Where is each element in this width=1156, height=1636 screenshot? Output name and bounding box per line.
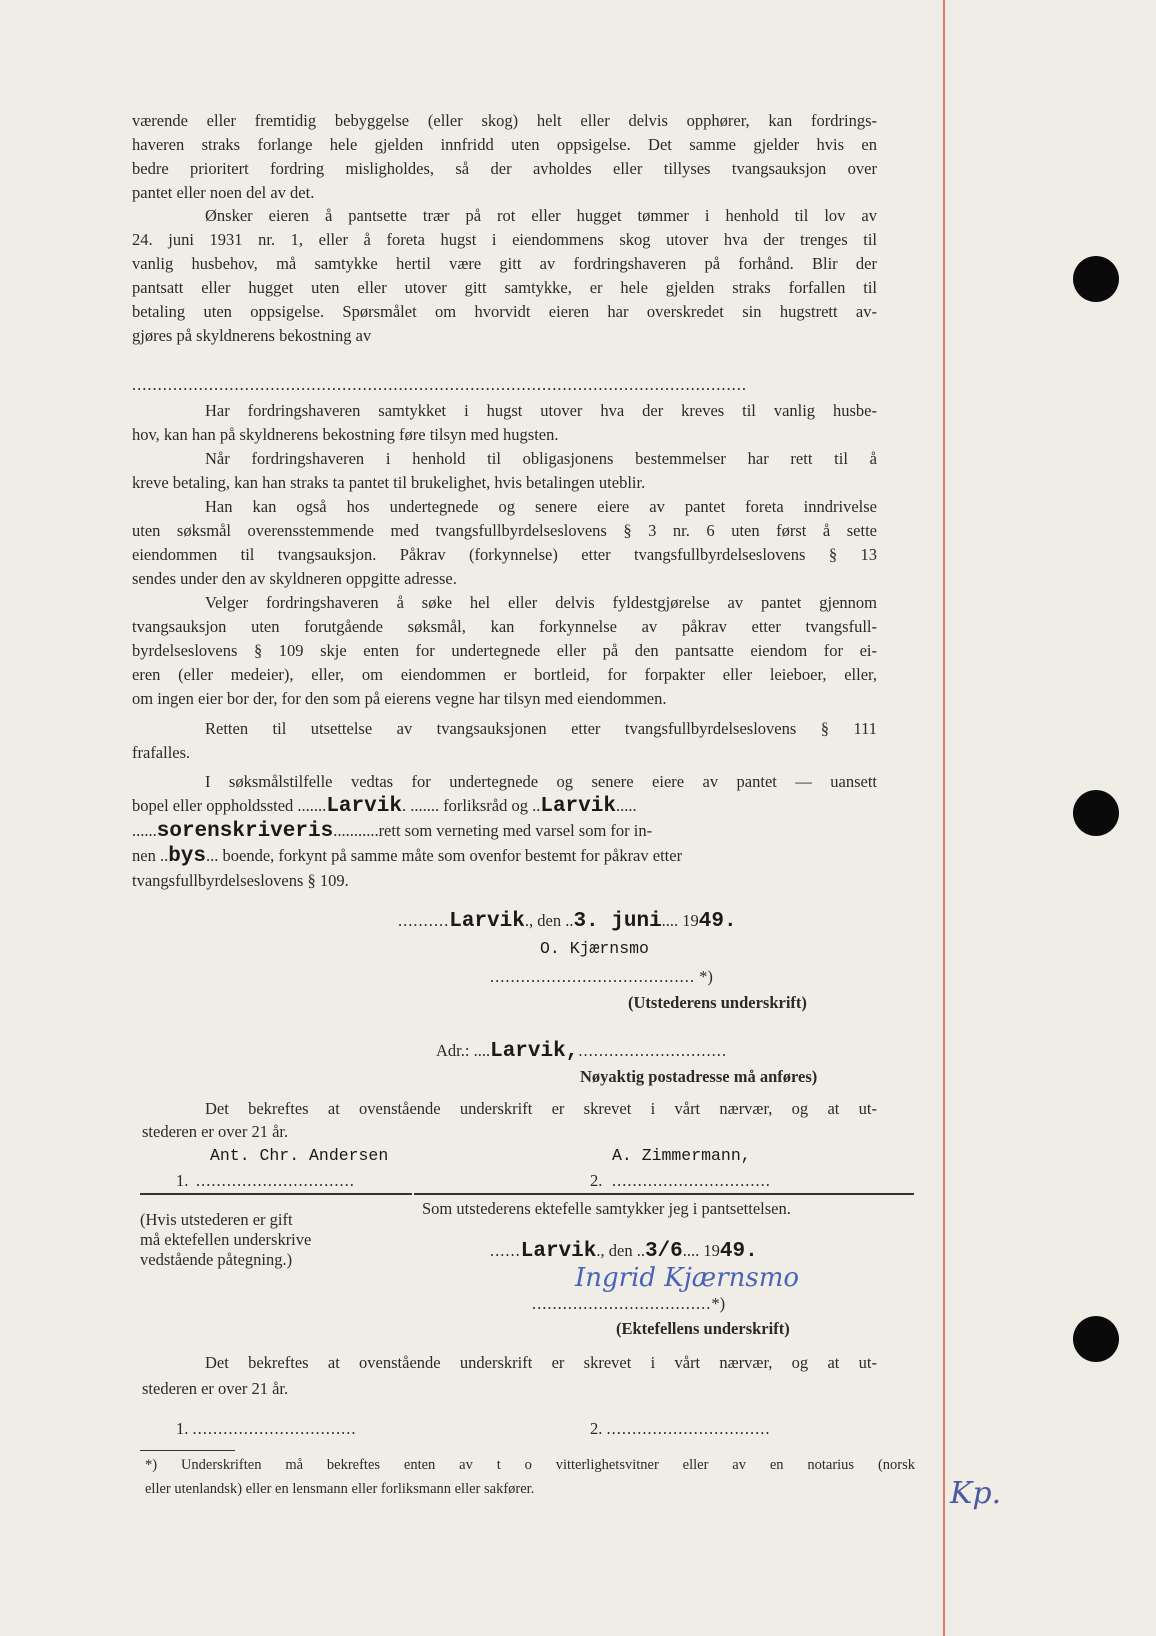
para1-line: pantet eller noen del av det.	[132, 183, 315, 202]
text: 2.	[590, 1419, 603, 1438]
para2-line: vanlig husbehov, må samtykke hertil være gitt av fordringshaveren på forhånd. Blir der	[132, 254, 877, 273]
para7-line: Retten til utsettelse av tvangsauksjonen etter tvangsfullbyrdelseslovens § 111	[205, 719, 877, 738]
para6-line: tvangsauksjon uten forutgående søksmål, kan forkynnelse av påkrav etter tvangsfull-	[132, 617, 877, 636]
divider	[140, 1193, 412, 1195]
venue-line-2	[132, 795, 877, 818]
text: . ....... forliksråd og ..	[401, 796, 541, 815]
witness1-name: Ant. Chr. Andersen	[210, 1146, 389, 1165]
para1-line: haveren straks forlange hele gjelden innfridd uten oppsigelse. Det samme gjelder hvis en	[132, 135, 877, 154]
filled-forliksrad-place: Larvik	[326, 795, 402, 818]
issuer-signature-label: (Utstederens underskrift)	[628, 993, 807, 1012]
witness-statement-1: Det bekreftes at ovenstående underskrift er skrevet i vårt nærvær, og at ut-	[205, 1099, 877, 1118]
dots: ....	[661, 911, 679, 930]
dots: ........................................	[490, 967, 695, 986]
spouse-date-line	[490, 1240, 758, 1263]
blank-dotted-line: ........................................................................................................................	[132, 375, 747, 394]
witness-slot-1	[176, 1418, 357, 1440]
text: 1.	[176, 1419, 189, 1438]
para1-line: bedre prioritert fordring misligholdes, så der avholdes eller tillyses tvangsauksjon over	[132, 159, 877, 178]
para1-line: værende eller fremtidig bebyggelse (eller skog) helt eller delvis opphører, kan fordrings-	[132, 111, 877, 130]
dots: .............................	[578, 1041, 727, 1060]
dots: ...............................	[196, 1171, 355, 1190]
para7-line: frafalles.	[132, 743, 191, 762]
text: må ektefellen underskrive	[140, 1230, 312, 1249]
para4-line: kreve betaling, kan han straks ta pantet til brukelighet, hvis betalingen uteblir.	[132, 473, 646, 492]
punch-hole	[1073, 790, 1119, 836]
venue-line-4	[132, 845, 877, 868]
para3-line: Har fordringshaveren samtykket i hugst utover hva der kreves til vanlig husbe-	[205, 401, 877, 420]
text: 19	[703, 1241, 720, 1260]
filled-place: Larvik	[449, 910, 525, 933]
text: ... boende, forkynt på samme måte som ovenfor bestemt for påkrav etter	[206, 846, 683, 865]
spouse-signature-label: (Ektefellens underskrift)	[616, 1319, 790, 1338]
text: 19	[682, 911, 699, 930]
spouse-handwritten-signature: Ingrid Kjærnsmo	[575, 1263, 800, 1293]
filled-year: 49.	[719, 1240, 758, 1263]
dots: ....	[682, 1241, 700, 1260]
dots: ................................	[192, 1419, 357, 1438]
footnote-marker: *)	[711, 1294, 726, 1313]
para2-line: gjøres på skyldnerens bekostning av	[132, 326, 372, 345]
witness1-number: 1.	[176, 1171, 189, 1190]
para5-line: sendes under den av skyldneren oppgitte adresse.	[132, 569, 457, 588]
witness-slot-2	[590, 1418, 771, 1440]
witness-statement-2: Det bekreftes at ovenstående underskrift er skrevet i vårt nærvær, og at ut-	[205, 1353, 877, 1372]
filled-date: 3. juni	[573, 910, 662, 933]
text: ., den ..	[524, 911, 574, 930]
spouse-note	[140, 1210, 311, 1270]
footnote-marker: *)	[699, 967, 713, 986]
para5-line: eiendommen til tvangsauksjon. Påkrav (forkynnelse) etter tvangsfullbyrdelseslovens § 13	[132, 545, 877, 564]
footnote-line-1: *) Underskriften må bekreftes enten av t o vitterlighetsvitner eller av en notarius (norsk	[145, 1457, 915, 1473]
para6-line: eren (eller medeier), eller, om eiendommen er bortleid, for forpakter eller leieboer, eller,	[132, 665, 877, 684]
footnote-line-2: eller utenlandsk) eller en lensmann eller forliksmann eller sakfører.	[145, 1481, 535, 1497]
dots: ..........	[398, 911, 450, 930]
footnote-rule	[140, 1450, 235, 1451]
venue-line-5: tvangsfullbyrdelseslovens § 109.	[132, 871, 349, 890]
para6-line: om ingen eier bor der, for den som på eierens vegne har tilsyn med eiendommen.	[132, 689, 667, 708]
filled-place: Larvik	[520, 1240, 597, 1263]
filled-date: 3/6	[644, 1240, 683, 1263]
punch-hole	[1073, 1316, 1119, 1362]
venue-line-3	[132, 820, 877, 843]
para2-line: 24. juni 1931 nr. 1, eller å foreta hugst i eiendommens skog utover hva der trenges til	[132, 230, 877, 249]
dots: ......	[490, 1241, 521, 1260]
text: .....	[615, 796, 637, 815]
text: bopel eller oppholdssted .......	[132, 796, 327, 815]
witness-statement-1b: stederen er over 21 år.	[142, 1122, 289, 1141]
para2-line: Ønsker eieren å pantsette trær på rot eller hugget tømmer i henhold til lov av	[205, 206, 877, 225]
issuer-signature: O. Kjærnsmo	[540, 939, 649, 958]
address-line	[436, 1040, 727, 1063]
dots: ................................	[606, 1419, 771, 1438]
text: vedstående påtegning.)	[140, 1250, 293, 1269]
issuer-date-line	[398, 910, 737, 933]
margin-initials: Kp.	[950, 1476, 1002, 1511]
filled-court-type: sorenskriveris	[156, 820, 334, 843]
para3-line: hov, kan han på skyldnerens bekostning føre tilsyn med hugsten.	[132, 425, 559, 444]
spouse-signature-line	[532, 1293, 725, 1315]
para6-line: byrdelseslovens § 109 skje enten for undertegnede eller på den pantsatte eiendom for ei-	[132, 641, 877, 660]
address-hint: Nøyaktig postadresse må anføres)	[580, 1067, 818, 1086]
address-label: Adr.: ....	[436, 1041, 491, 1060]
text: ., den ..	[596, 1241, 645, 1260]
venue-line-1: I søksmålstilfelle vedtas for undertegnede og senere eiere av pantet — uansett	[205, 772, 877, 791]
filled-residence: bys	[168, 845, 207, 868]
witness2-name: A. Zimmermann,	[612, 1146, 751, 1165]
para4-line: Når fordringshaveren i henhold til obligasjonens bestemmelser har rett til å	[205, 449, 877, 468]
witness2-number: 2.	[590, 1171, 603, 1190]
text: nen ..	[132, 846, 169, 865]
punch-hole	[1073, 256, 1119, 302]
spouse-consent: Som utstederens ektefelle samtykker jeg i pantsettelsen.	[422, 1199, 791, 1218]
para6-line: Velger fordringshaveren å søke hel eller delvis fyldestgjørelse av pantet gjennom	[205, 593, 877, 612]
margin-red-line	[943, 0, 945, 1636]
para5-line: uten søksmål overensstemmende med tvangsfullbyrdelseslovens § 3 nr. 6 uten først å sette	[132, 521, 877, 540]
filled-year: 49.	[698, 910, 737, 933]
witness-statement-2b: stederen er over 21 år.	[142, 1379, 289, 1398]
text: ...........rett som verneting med varsel som for in-	[333, 821, 653, 840]
filled-court-place: Larvik	[540, 795, 616, 818]
filled-address: Larvik,	[490, 1040, 579, 1063]
dots: ...............................	[612, 1171, 771, 1190]
divider	[414, 1193, 914, 1195]
dots: ...................................	[532, 1294, 712, 1313]
para2-line: pantsatt eller hugget uten eller utover gitt samtykke, er hele gjelden straks forfallen til	[132, 278, 877, 297]
para2-line: betaling uten oppsigelse. Spørsmålet om hvorvidt eieren har overskredet sin hugstrett av-	[132, 302, 877, 321]
text: (Hvis utstederen er gift	[140, 1210, 293, 1229]
text: ......	[132, 821, 157, 840]
para5-line: Han kan også hos undertegnede og senere eiere av pantet foreta inndrivelse	[205, 497, 877, 516]
issuer-signature-line	[490, 966, 713, 988]
